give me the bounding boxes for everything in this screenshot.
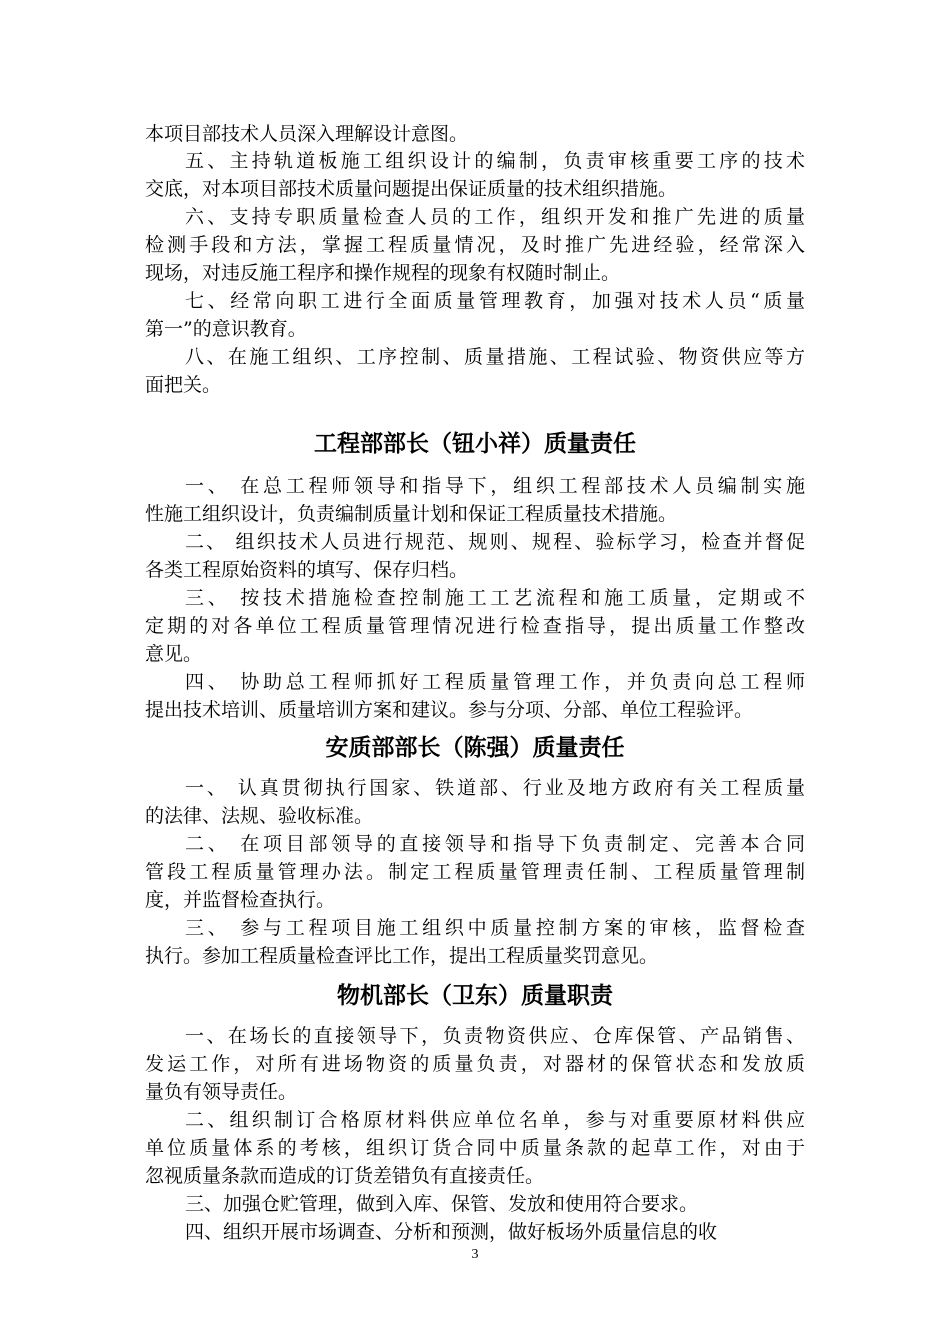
paragraph-line: 执行。参加工程质量检查评比工作，提出工程质量奖罚意见。 [145,945,659,967]
paragraph-first-line: 二、组织制订合格原材料供应单位名单，参与对重要原材料供应 [185,1109,805,1131]
paragraph-line: 量负有领导责任。 [145,1081,298,1103]
paragraph-first-line: 六、支持专职质量检查人员的工作，组织开发和推广先进的质量 [185,206,805,228]
page-number: 3 [471,1247,479,1262]
paragraph-first-line: 三、 参与工程项目施工组织中质量控制方案的审核，监督检查 [185,917,805,939]
paragraph-first-line: 一、 在总工程师领导和指导下，组织工程部技术人员编制实施 [185,475,805,497]
paragraph-line: 管段工程质量管理办法。制定工程质量管理责任制、工程质量管理制 [145,861,805,883]
paragraph-line: 现场，对违反施工程序和操作规程的现象有权随时制止。 [145,262,621,284]
paragraph-first-line: 一、在场长的直接领导下，负责物资供应、仓库保管、产品销售、 [185,1025,805,1047]
paragraph-first-line: 一、 认真贯彻执行国家、铁道部、行业及地方政府有关工程质量 [185,777,805,799]
continuation-line: 本项目部技术人员深入理解设计意图。 [145,123,469,145]
paragraph-line: 各类工程原始资料的填写、保存归档。 [145,559,469,581]
paragraph-first-line: 八、在施工组织、工序控制、质量措施、工程试验、物资供应等方 [185,346,805,368]
paragraph-line: 面把关。 [145,374,222,396]
paragraph-line: 定期的对各单位工程质量管理情况进行检查指导，提出质量工作整改 [145,615,805,637]
paragraph-line: 度，并监督检查执行。 [145,889,336,911]
paragraph-first-line: 二、 组织技术人员进行规范、规则、规程、验标学习，检查并督促 [185,531,805,553]
paragraph-first-line: 五、主持轨道板施工组织设计的编制，负责审核重要工序的技术 [185,150,805,172]
paragraph-line: 第一”的意识教育。 [145,318,307,340]
paragraph-first-line: 四、组织开展市场调查、分析和预测，做好板场外质量信息的收 [185,1221,718,1243]
paragraph-line: 意见。 [145,643,203,665]
section-heading-materials: 物机部长（卫东）质量职责 [337,983,613,1009]
paragraph-first-line: 二、 在项目部领导的直接领导和指导下负责制定、完善本合同 [185,833,805,855]
paragraph-first-line: 七、经常向职工进行全面质量管理教育，加强对技术人员“质量 [185,290,805,312]
paragraph-first-line: 三、 按技术措施检查控制施工工艺流程和施工质量，定期或不 [185,587,805,609]
paragraph-line: 检测手段和方法，掌握工程质量情况，及时推广先进经验，经常深入 [145,234,805,256]
paragraph-line: 性施工组织设计，负责编制质量计划和保证工程质量技术措施。 [145,503,678,525]
paragraph-line: 单位质量体系的考核，组织订货合同中质量条款的起草工作，对由于 [145,1137,805,1159]
paragraph-first-line: 三、加强仓贮管理，做到入库、保管、发放和使用符合要求。 [185,1193,699,1215]
section-heading-engineering: 工程部部长（钮小祥）质量责任 [314,431,636,457]
paragraph-line: 的法律、法规、验收标准。 [145,805,374,827]
paragraph-line: 忽视质量条款而造成的订货差错负有直接责任。 [145,1165,545,1187]
paragraph-line: 交底，对本项目部技术质量问题提出保证质量的技术组织措施。 [145,178,678,200]
paragraph-line: 提出技术培训、质量培训方案和建议。参与分项、分部、单位工程验评。 [145,699,754,721]
section-heading-safety-quality: 安质部部长（陈强）质量责任 [325,735,625,761]
paragraph-line: 发运工作，对所有进场物资的质量负责，对器材的保管状态和发放质 [145,1053,805,1075]
paragraph-first-line: 四、 协助总工程师抓好工程质量管理工作，并负责向总工程师 [185,671,805,693]
